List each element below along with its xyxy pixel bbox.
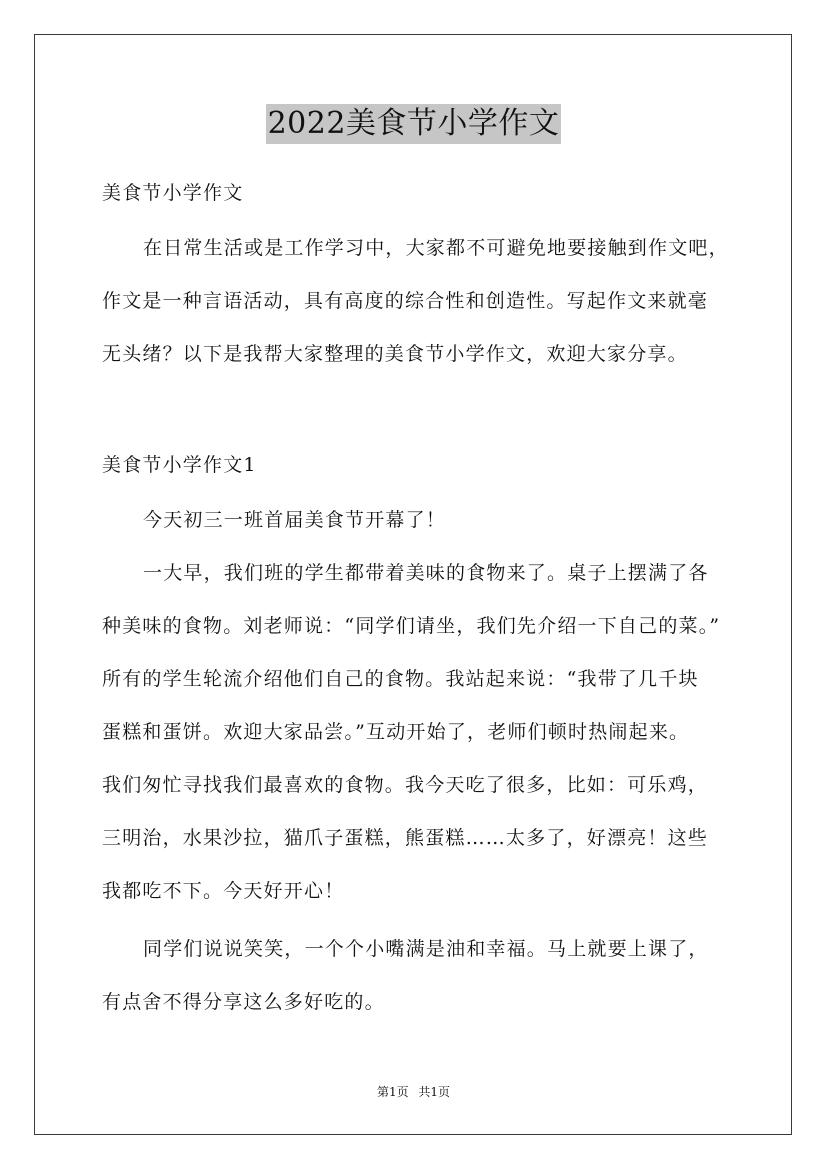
title-container (0, 104, 827, 144)
intro-line-1: 在日常生活或是工作学习中，大家都不可避免地要接触到作文吧， (143, 237, 729, 259)
intro-line-2: 作文是一种言语活动，具有高度的综合性和创造性。写起作文来就毫 (102, 290, 709, 312)
page-number: 第1页 (376, 1085, 409, 1099)
page-footer (0, 1084, 827, 1100)
paragraph-3-line-1: 同学们说说笑笑，一个个小嘴满是油和幸福。马上就要上课了， (143, 938, 709, 960)
paragraph-2-line-7: 我都吃不下。今天好开心！ (102, 880, 345, 902)
paragraph-2-line-6: 三明治，水果沙拉，猫爪子蛋糕，熊蛋糕……太多了，好漂亮！这些 (102, 827, 709, 849)
paragraph-2-line-3: 所有的学生轮流介绍他们自己的食物。我站起来说：“我带了几千块 (102, 668, 699, 690)
paragraph-1: 今天初三一班首届美食节开幕了！ (143, 509, 447, 531)
document-title: 2022美食节小学作文 (266, 104, 562, 144)
paragraph-2-line-2: 种美味的食物。刘老师说：“同学们请坐，我们先介绍一下自己的菜。” (102, 615, 721, 637)
paragraph-2-line-5: 我们匆忙寻找我们最喜欢的食物。我今天吃了很多，比如：可乐鸡， (102, 774, 709, 796)
section-heading: 美食节小学作文1 (102, 454, 257, 476)
paragraph-3-line-2: 有点舍不得分享这么多好吃的。 (102, 991, 385, 1013)
subtitle: 美食节小学作文 (102, 182, 244, 204)
paragraph-2-line-1: 一大早，我们班的学生都带着美味的食物来了。桌子上摆满了各 (143, 562, 709, 584)
page-total: 共1页 (418, 1085, 451, 1099)
intro-line-3: 无头绪？以下是我帮大家整理的美食节小学作文，欢迎大家分享。 (102, 343, 688, 365)
paragraph-2-line-4: 蛋糕和蛋饼。欢迎大家品尝。”互动开始了，老师们顿时热闹起来。 (102, 721, 690, 743)
